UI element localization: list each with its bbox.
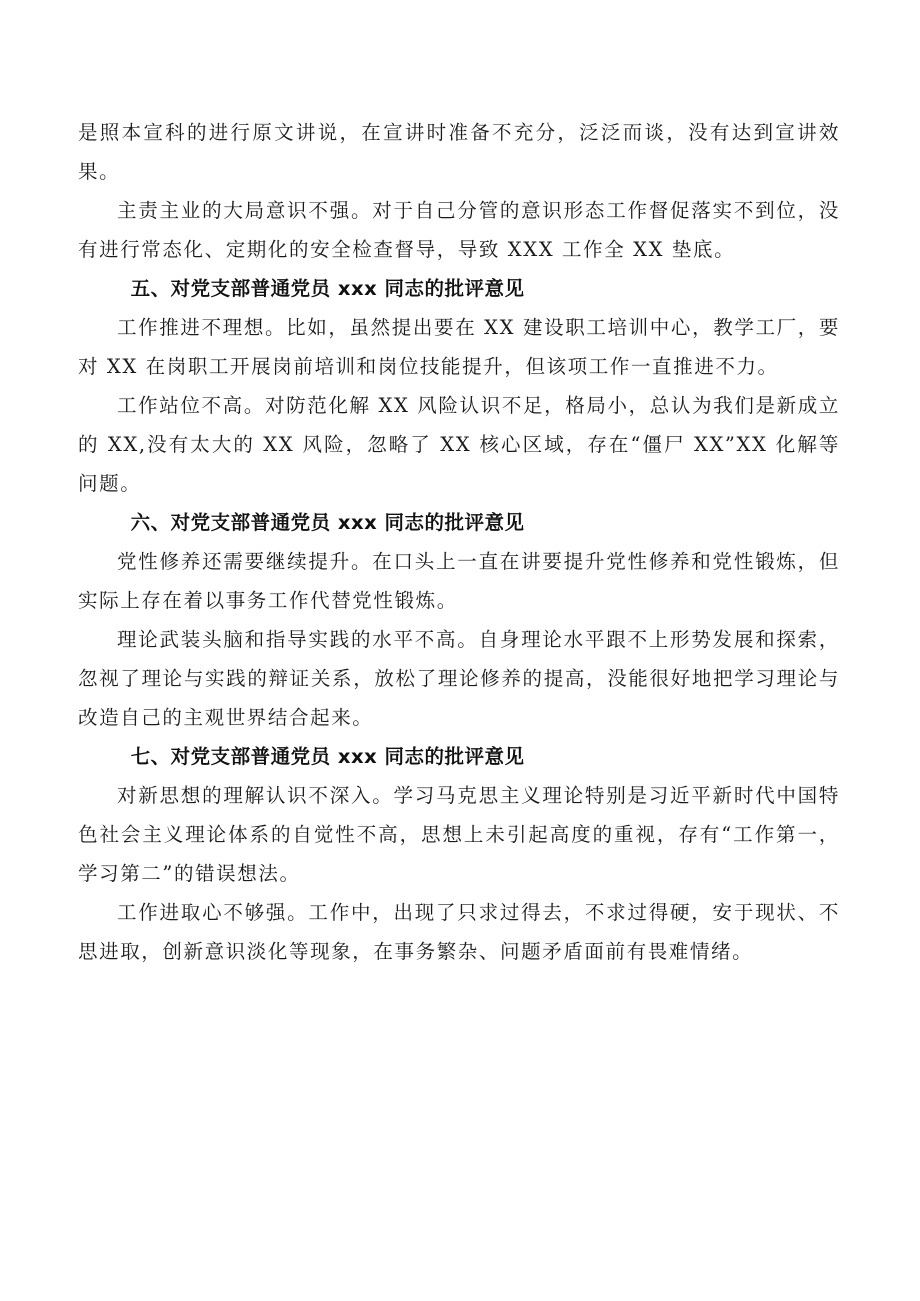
section-heading-5: 五、对党支部普通党员 xxx 同志的批评意见 <box>130 277 525 300</box>
paragraph: 党性修养还需要继续提升。在口头上一直在讲要提升党性修养和党性锻炼，但实际上存在着以事务工作代替党性锻炼。 <box>78 550 840 612</box>
paragraph: 工作进取心不够强。工作中，出现了只求过得去，不求过得硬，安于现状、不思进取，创新意识淡化等现象，在事务繁杂、问题矛盾面前有畏难情绪。 <box>78 901 840 963</box>
section-heading-6: 六、对党支部普通党员 xxx 同志的批评意见 <box>130 511 525 534</box>
paragraph: 工作推进不理想。比如，虽然提出要在 XX 建设职工培训中心，教学工厂，要对 XX 在岗职工开展岗前培训和岗位技能提升，但该项工作一直推进不力。 <box>78 316 840 378</box>
paragraph: 工作站位不高。对防范化解 XX 风险认识不足，格局小，总认为我们是新成立的 XX,没有太大的 XX 风险，忽略了 XX 核心区域，存在“僵尸 XX”XX 化解等问题。 <box>78 394 840 495</box>
paragraph: 是照本宣科的进行原文讲说，在宣讲时准备不充分，泛泛而谈，没有达到宣讲效果。 <box>78 121 840 183</box>
paragraph: 主责主业的大局意识不强。对于自己分管的意识形态工作督促落实不到位，没有进行常态化、定期化的安全检查督导，导致 XXX 工作全 XX 垫底。 <box>78 199 840 261</box>
paragraph: 理论武装头脑和指导实践的水平不高。自身理论水平跟不上形势发展和探索，忽视了理论与实践的辩证关系，放松了理论修养的提高，没能很好地把学习理论与改造自己的主观世界结合起来。 <box>78 628 840 729</box>
paragraph: 对新思想的理解认识不深入。学习马克思主义理论特别是习近平新时代中国特色社会主义理论体系的自觉性不高，思想上未引起高度的重视，存有“工作第一，学习第二”的错误想法。 <box>78 784 840 885</box>
section-heading-7: 七、对党支部普通党员 xxx 同志的批评意见 <box>130 745 525 768</box>
document-body <box>78 113 840 971</box>
